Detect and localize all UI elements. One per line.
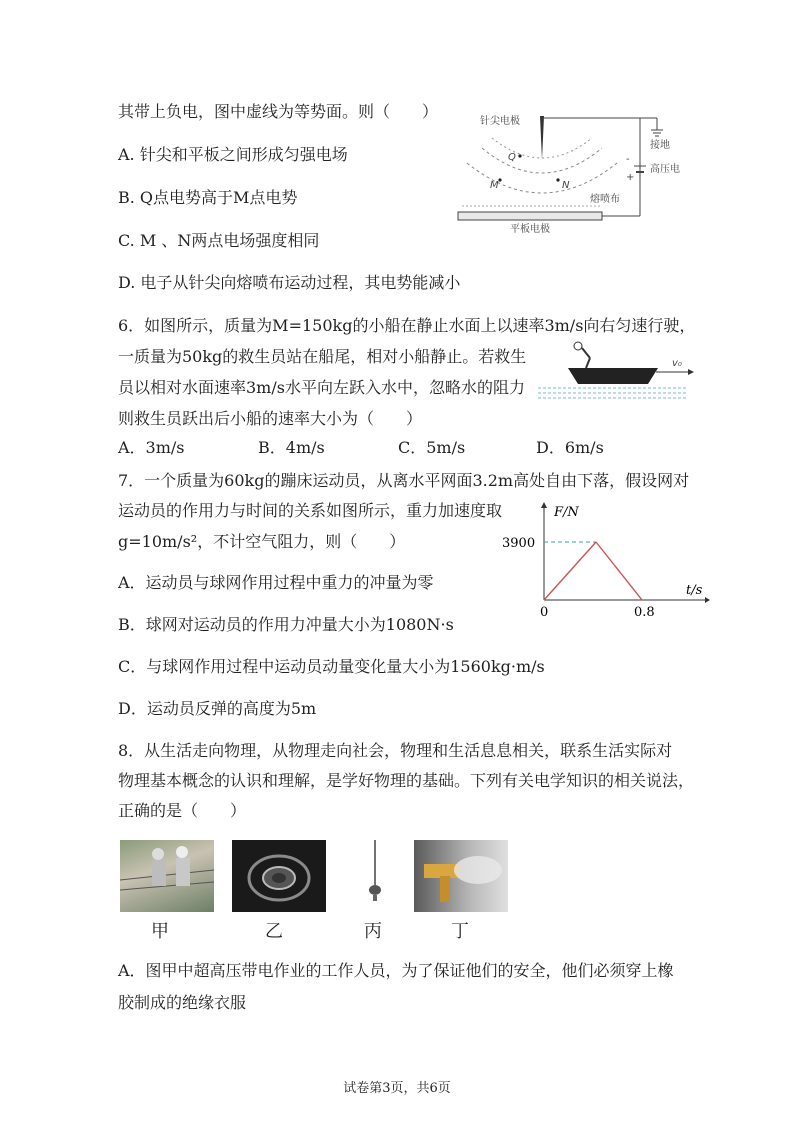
q8-line3: 正确的是（ ） (118, 801, 247, 820)
force-rise (544, 542, 596, 600)
q5-option-c: C. M 、N两点电场强度相同 (118, 231, 320, 250)
q7-option-a: A．运动员与球网作用过程中重力的冲量为零 (118, 573, 434, 592)
peak-label: 3900 (502, 536, 536, 551)
q5-electrode-figure (452, 108, 692, 238)
photo-bing (360, 840, 390, 912)
plate-electrode (458, 212, 602, 220)
q7-line2: 运动员的作用力与时间的关系如图所示，重力加速度取 (118, 501, 503, 520)
fig-label-ground: 接地 (650, 140, 670, 151)
caption-bing: 丙 (364, 921, 382, 942)
caption-ding: 丁 (451, 921, 469, 942)
svg-text:v₀: v₀ (672, 358, 682, 369)
q7-option-d: D．运动员反弹的高度为5m (118, 699, 317, 718)
needle-electrode (540, 116, 544, 160)
q5-stem-tail: 其带上负电，图中虚线为等势面。则（ ） (118, 102, 439, 121)
page-footer: 试卷第3页，共6页 (343, 1081, 451, 1096)
svg-text:Q: Q (508, 152, 516, 163)
person-icon (574, 342, 582, 350)
svg-text:N: N (562, 180, 570, 191)
q6-option-a: A．3m/s (118, 438, 185, 457)
photo-yi (232, 840, 326, 912)
svg-text:-: - (626, 154, 630, 165)
q7-force-time-graph (500, 500, 710, 620)
y-axis-label: F/N (554, 505, 579, 520)
q8-option-a-line2: 胶制成的绝缘衣服 (118, 993, 247, 1012)
force-fall (596, 542, 642, 600)
photo-jia (120, 840, 214, 912)
q8-option-a-line1: A．图甲中超高压带电作业的工作人员，为了保证他们的安全，他们必须穿上橡 (118, 961, 674, 980)
q6-boat-figure (538, 338, 694, 406)
q8-line2: 物理基本概念的认识和理解，是学好物理的基础。下列有关电学知识的相关说法， (118, 771, 695, 790)
q5-option-b: B. Q点电势高于M点电势 (118, 188, 298, 207)
origin-label: 0 (540, 605, 549, 620)
q5-option-a: A. 针尖和平板之间形成匀强电场 (118, 145, 348, 164)
caption-yi: 乙 (265, 921, 283, 942)
fig-label-needle: 针尖电极 (480, 116, 520, 127)
fig-label-cloth: 熔喷布 (590, 194, 620, 205)
q7-line3: g=10m/s²，不计空气阻力，则（ ） (118, 532, 406, 551)
q6-line2: 一质量为50kg的救生员站在船尾，相对小船静止。若救生 (118, 347, 527, 366)
photo-ding (414, 840, 508, 912)
q6-line4: 则救生员跃出后小船的速率大小为（ ） (118, 409, 423, 428)
boat-icon (568, 368, 658, 384)
fig-label-hv: 高压电 (650, 164, 680, 175)
q7-option-b: B．球网对运动员的作用力冲量大小为1080N·s (118, 615, 454, 634)
q8-line1: 8．从生活走向物理，从物理走向社会，物理和生活息息相关，联系生活实际对 (118, 741, 673, 760)
q7-option-c: C．与球网作用过程中运动员动量变化量大小为1560kg·m/s (118, 657, 545, 676)
q6-line3: 员以相对水面速率3m/s水平向左跃入水中，忽略水的阻力 (118, 378, 525, 397)
q5-option-d: D. 电子从针尖向熔喷布运动过程，其电势能减小 (118, 273, 461, 292)
caption-jia: 甲 (151, 921, 169, 942)
q7-line1: 7．一个质量为60kg的蹦床运动员，从离水平网面3.2m高处自由下落，假设网对 (118, 471, 690, 490)
x-axis-label: t/s (686, 583, 703, 598)
fig-label-plate: 平板电极 (510, 224, 550, 235)
q6-option-d: D．6m/s (536, 438, 604, 457)
svg-text:M: M (490, 180, 499, 191)
svg-text:+: + (626, 172, 635, 183)
q6-line1: 6．如图所示，质量为M=150kg的小船在静止水面上以速率3m/s向右匀速行驶， (118, 316, 696, 335)
tend-label: 0.8 (634, 605, 655, 620)
q6-option-c: C．5m/s (398, 438, 466, 457)
q6-option-b: B．4m/s (258, 438, 325, 457)
